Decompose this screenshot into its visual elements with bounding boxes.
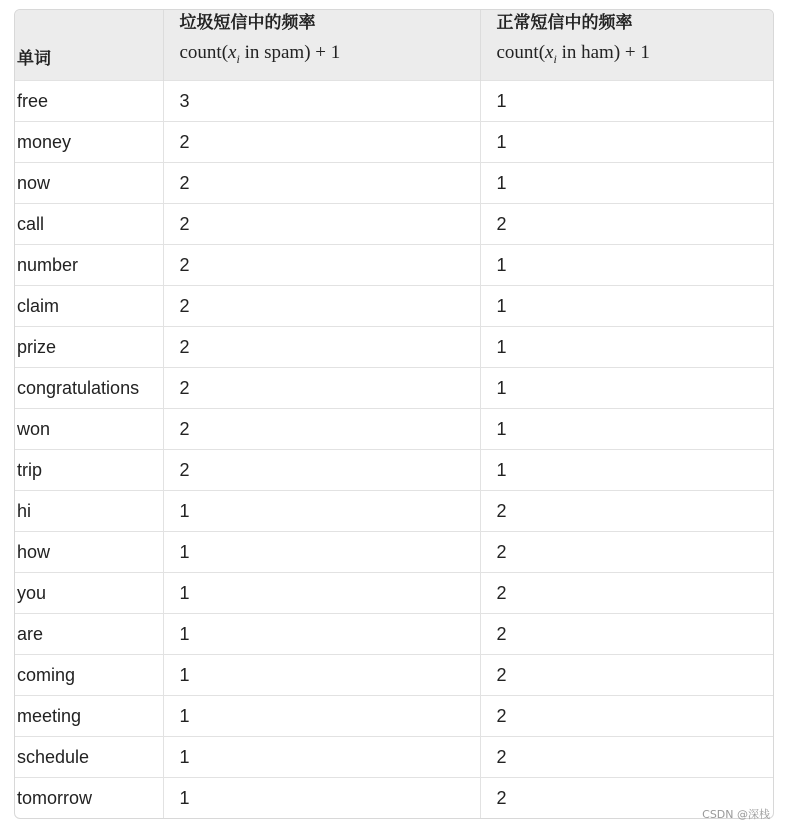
- table-row: [15, 491, 773, 532]
- table-row: [15, 409, 773, 450]
- frequency-table-container: [14, 9, 774, 819]
- table-row: [15, 573, 773, 614]
- ham-count-cell: 2: [480, 614, 773, 655]
- word-cell: trip: [15, 450, 163, 491]
- ham-count-cell: 1: [480, 327, 773, 368]
- table-row: [15, 163, 773, 204]
- table-row: [15, 696, 773, 737]
- ham-count-cell: 2: [480, 573, 773, 614]
- spam-count-cell: 1: [163, 573, 480, 614]
- spam-count-cell: 1: [163, 778, 480, 819]
- word-cell: call: [15, 204, 163, 245]
- spam-count-cell: 2: [163, 245, 480, 286]
- ham-count-cell: 1: [480, 245, 773, 286]
- table-row: [15, 368, 773, 409]
- ham-count-cell: 1: [480, 450, 773, 491]
- table-row: [15, 81, 773, 122]
- spam-count-cell: 2: [163, 409, 480, 450]
- spam-count-cell: 1: [163, 532, 480, 573]
- table-header-row: [15, 10, 773, 81]
- word-cell: won: [15, 409, 163, 450]
- word-cell: money: [15, 122, 163, 163]
- ham-count-cell: 1: [480, 122, 773, 163]
- header-spam-formula: $count(x_i$ in spam) + 1: [179, 42, 341, 66]
- table-row: [15, 245, 773, 286]
- word-frequency-table: [15, 10, 773, 818]
- header-spam-title: 垃圾短信中的频率: [179, 13, 316, 33]
- table-row: [15, 655, 773, 696]
- word-cell: coming: [15, 655, 163, 696]
- word-cell: are: [15, 614, 163, 655]
- ham-count-cell: 1: [480, 368, 773, 409]
- ham-count-cell: 2: [480, 491, 773, 532]
- word-cell: tomorrow: [15, 778, 163, 819]
- csdn-watermark: CSDN @深栈: [702, 808, 770, 821]
- ham-count-cell: 2: [480, 778, 773, 819]
- table-row: [15, 737, 773, 778]
- word-cell: meeting: [15, 696, 163, 737]
- spam-count-cell: 2: [163, 204, 480, 245]
- table-row: [15, 286, 773, 327]
- ham-count-cell: 2: [480, 737, 773, 778]
- header-ham-frequency: [480, 10, 773, 81]
- ham-count-cell: 2: [480, 696, 773, 737]
- spam-count-cell: 3: [163, 81, 480, 122]
- header-spam-frequency: [163, 10, 480, 81]
- ham-count-cell: 1: [480, 286, 773, 327]
- table-body: [15, 81, 773, 819]
- spam-count-cell: 2: [163, 450, 480, 491]
- ham-count-cell: 1: [480, 163, 773, 204]
- table-row: [15, 778, 773, 819]
- ham-count-cell: 2: [480, 655, 773, 696]
- ham-count-cell: 2: [480, 532, 773, 573]
- table-row: [15, 532, 773, 573]
- spam-count-cell: 2: [163, 368, 480, 409]
- spam-count-cell: 1: [163, 696, 480, 737]
- header-ham-formula: $count(x_i$ in ham) + 1: [496, 42, 650, 66]
- spam-count-cell: 1: [163, 491, 480, 532]
- word-cell: claim: [15, 286, 163, 327]
- header-word-title: 单词: [17, 49, 51, 68]
- word-cell: number: [15, 245, 163, 286]
- word-cell: now: [15, 163, 163, 204]
- ham-count-cell: 1: [480, 409, 773, 450]
- spam-count-cell: 2: [163, 122, 480, 163]
- word-cell: congratulations: [15, 368, 163, 409]
- word-cell: hi: [15, 491, 163, 532]
- ham-count-cell: 1: [480, 81, 773, 122]
- word-cell: prize: [15, 327, 163, 368]
- spam-count-cell: 2: [163, 163, 480, 204]
- spam-count-cell: 2: [163, 286, 480, 327]
- spam-count-cell: 1: [163, 614, 480, 655]
- word-cell: you: [15, 573, 163, 614]
- word-cell: schedule: [15, 737, 163, 778]
- word-cell: how: [15, 532, 163, 573]
- table-row: [15, 204, 773, 245]
- table-row: [15, 327, 773, 368]
- table-row: [15, 450, 773, 491]
- header-ham-title: 正常短信中的频率: [496, 13, 633, 33]
- header-word: [15, 10, 163, 81]
- spam-count-cell: 1: [163, 737, 480, 778]
- ham-count-cell: 2: [480, 204, 773, 245]
- table-row: [15, 122, 773, 163]
- spam-count-cell: 2: [163, 327, 480, 368]
- word-cell: free: [15, 81, 163, 122]
- spam-count-cell: 1: [163, 655, 480, 696]
- table-row: [15, 614, 773, 655]
